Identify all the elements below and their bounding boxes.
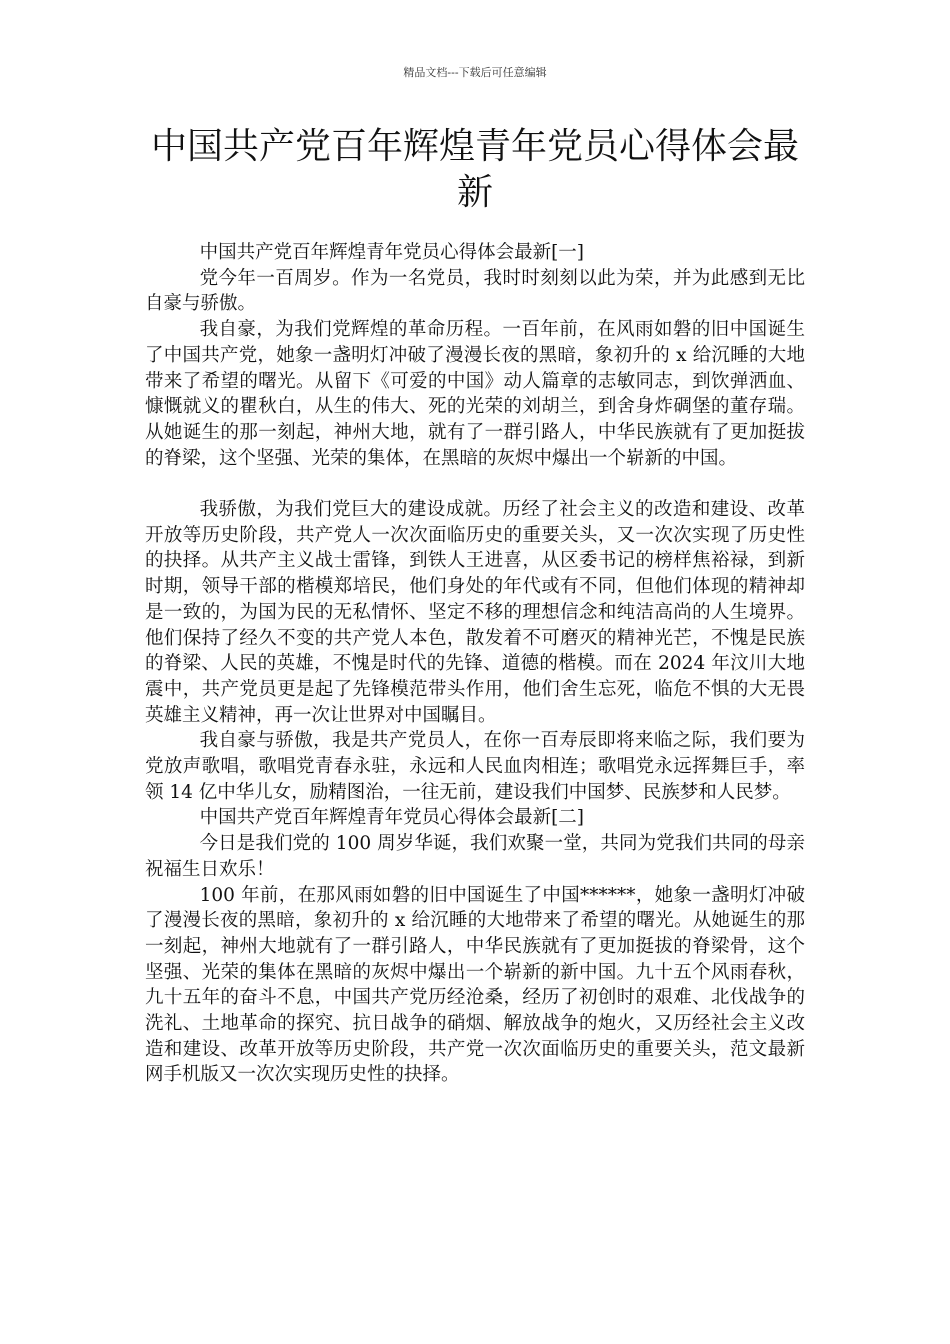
paragraph: 党今年一百周岁。作为一名党员，我时时刻刻以此为荣，并为此感到无比自豪与骄傲。 bbox=[145, 267, 805, 315]
paragraph: 我骄傲，为我们党巨大的建设成就。历经了社会主义的改造和建设、改革开放等历史阶段，共产党人一次次面临历史的重要关头，又一次次实现了历史性的抉择。从共产主义战士雷锋，到铁人王进喜，从区委书记的榜样焦裕禄，到新时期，领导干部的楷模郑培民，他们身处的年代或有不同，但他们体现的精神却是一致的，为国为民的无私情怀、坚定不移的理想信念和纯洁高尚的人生境界。他们保持了经久不变的共产党人本色，散发着不可磨灭的精神光芒，不愧是民族的脊梁、人民的英雄，不愧是时代的先锋、道德的楷模。而在 2024 年汶川大地震中，共产党员更是起了先锋模范带头作用，他们舍生忘死，临危不惧的大无畏英雄主义精神，再一次让世界对中国瞩目。 bbox=[145, 499, 805, 726]
page-header: 精品文档---下载后可任意编辑 bbox=[403, 66, 547, 79]
paragraph-spacer bbox=[145, 471, 805, 497]
paragraph: 我自豪，为我们党辉煌的革命历程。一百年前，在风雨如磐的旧中国诞生了中国共产党，她象一盏明灯冲破了漫漫长夜的黑暗，象初升的 x 给沉睡的大地带来了希望的曙光。从留下《可爱的中国》动人篇章的志敏同志，到饮弹洒血、慷慨就义的瞿秋白，从生的伟大、死的光荣的刘胡兰，到舍身炸碉堡的董存瑞。从她诞生的那一刻起，神州大地，就有了一群引路人，中华民族就有了更加挺拔的脊梁，这个坚强、光荣的集体，在黑暗的灰烬中爆出一个崭新的中国。 bbox=[145, 319, 805, 469]
section-heading: 中国共产党百年辉煌青年党员心得体会最新[一] bbox=[199, 242, 584, 263]
section-heading: 中国共产党百年辉煌青年党员心得体会最新[二] bbox=[199, 807, 584, 829]
paragraph: 100 年前，在那风雨如磐的旧中国诞生了中国******，她象一盏明灯冲破了漫漫长夜的黑暗，象初升的 x 给沉睡的大地带来了希望的曙光。从她诞生的那一刻起，神州大地就有了一群引路人，中华民族就有了更加挺拔的脊梁骨，这个坚强、光荣的集体在黑暗的灰烬中爆出一个崭新的新中国。九十五个风雨春秋，九十五年的奋斗不息，中国共产党历经沧桑，经历了初创时的艰难、北伐战争的洗礼、土地革命的探究、抗日战争的硝烟、解放战争的炮火，又历经社会主义改造和建设、改革开放等历史阶段，共产党一次次面临历史的重要关头，范文最新网手机版又一次次实现历史性的抉择。 bbox=[145, 884, 805, 1086]
paragraph: 今日是我们党的 100 周岁华诞，我们欢聚一堂，共同为党我们共同的母亲祝福生日欢乐！ bbox=[145, 833, 805, 880]
document-title: 中国共产党百年辉煌青年党员心得体会最新 bbox=[150, 126, 799, 213]
paragraph: 我自豪与骄傲，我是共产党员人，在你一百寿辰即将来临之际，我们要为党放声歌唱，歌唱党青春永驻，永远和人民血肉相连；歌唱党永远挥舞巨手，率领 14 亿中华儿女，励精图治，一往无前，建设我们中国梦、民族梦和人民梦。 bbox=[145, 730, 805, 803]
document-body bbox=[145, 240, 805, 1088]
